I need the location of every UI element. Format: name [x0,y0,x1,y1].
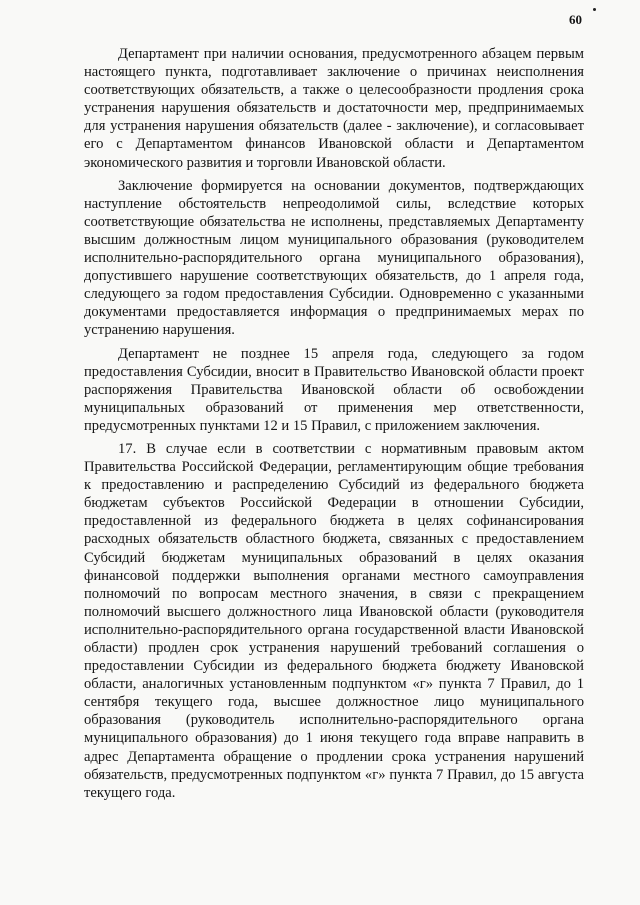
paragraph-item-17: 17. В случае если в соответствии с нормативным правовым актом Правительства Российской Федерации, регламентирующим общие требования к предоставлению и распределению Субсидий из федерального бюджета бюджетам субъектов Российской Федерации в отношении Субсидии, предоставленной из федерального бюджета в целях софинансирования расходных обязательств областного бюджета, связанных с предоставлением Субсидий бюджетам муниципальных образований в целях оказания финансовой поддержки выполнения органами местного самоуправления полномочий по вопросам местного значения, в связи с прекращением полномочий высшего должностного лица Ивановской области (руководителя исполнительно-распорядительного органа государственной власти Ивановской области) продлен срок устранения нарушений требований соглашения о предоставлении Субсидии из федерального бюджета бюджету Ивановской области, аналогичных установленным подпунктом «г» пункта 7 Правил, до 1 сентября текущего года, высшее должностное лицо муниципального образования (руководитель исполнительно-распорядительного органа муниципального образования) до 1 июня текущего года вправе направить в адрес Департамента обращение о продлении срока устранения нарушений обязательств, предусмотренных подпунктом «г» пункта 7 Правил, до 15 августа текущего года. [84,440,584,801]
document-body [84,45,584,807]
page-number: 60 [569,12,582,27]
paragraph-department-deadline: Департамент не позднее 15 апреля года, следующего за годом предоставления Субсидии, вносит в Правительство Ивановской области проект распоряжения Правительства Ивановской области об освобождении муниципальных образований от применения мер ответственности, предусмотренных пунктами 12 и 15 Правил, с приложением заключения. [84,345,584,434]
ink-dot [593,8,596,11]
paragraph-department-conclusion: Департамент при наличии основания, предусмотренного абзацем первым настоящего пункта, подготавливает заключение о причинах неисполнения соответствующих обязательств, а также о целесообразности продления срока устранения нарушения обязательств и достаточности мер, предпринимаемых для устранения нарушения обязательств (далее - заключение), и согласовывает его с Департаментом финансов Ивановской области и Департаментом экономического развития и торговли Ивановской области. [84,46,584,171]
paragraph-conclusion-formation: Заключение формируется на основании документов, подтверждающих наступление обстоятельств непреодолимой силы, вследствие которых соответствующие обязательства не исполнены, представляемых Департаменту высшим должностным лицом муниципального образования (руководителем исполнительно-распорядительного органа муниципального образования), допустившего нарушение соответствующих обязательств, до 1 апреля года, следующего за годом предоставления Субсидии. Одновременно с указанными документами предоставляется информация о предпринимаемых мерах по устранению нарушения. [84,177,584,339]
